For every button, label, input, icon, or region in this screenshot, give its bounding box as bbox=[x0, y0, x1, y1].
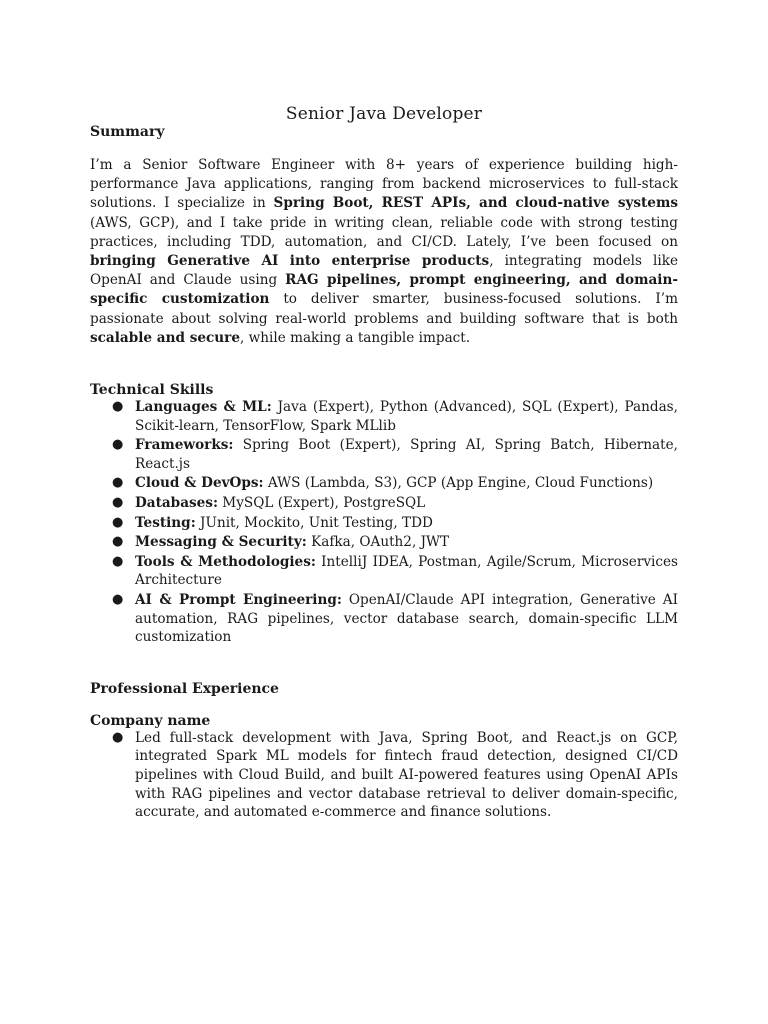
bullet-icon: ● bbox=[112, 495, 124, 510]
summary-heading: Summary bbox=[90, 124, 165, 140]
skill-value: IntelliJ IDEA, Postman, Agile/Scrum, Microservices Architecture bbox=[135, 553, 678, 589]
summary-segment: , while making a tangible impact. bbox=[239, 329, 471, 346]
summary-segment: , integrating models like OpenAI and Claude using bbox=[90, 253, 678, 289]
skills-list bbox=[90, 398, 678, 647]
skill-label: Tools & Methodologies: bbox=[135, 553, 316, 570]
bullet-icon: ● bbox=[112, 475, 124, 491]
skill-value: AWS (Lambda, S3), GCP (App Engine, Cloud Functions) bbox=[263, 475, 654, 492]
skill-value: Spring Boot (Expert), Spring AI, Spring Batch, Hibernate, React.js bbox=[135, 437, 678, 472]
skill-label: Frameworks: bbox=[135, 437, 234, 454]
bullet-icon: ● bbox=[112, 437, 124, 453]
skill-label: Cloud & DevOps: bbox=[135, 475, 264, 492]
skill-item bbox=[90, 494, 678, 513]
skill-item bbox=[90, 533, 678, 552]
experience-text: Led full-stack development with Java, Spring Boot, and React.js on GCP, integrated Spark ML models for fintech fraud detection, designed CI/CD pipelines with Cloud Build, and built AI-powered features using OpenAI APIs with RAG pipelines and vector database retrieval to deliver domain-specific, accurate, and automated e-commerce and finance solutions. bbox=[135, 729, 678, 821]
skill-item bbox=[90, 514, 678, 533]
skill-item bbox=[90, 398, 678, 435]
skill-value: JUnit, Mockito, Unit Testing, TDD bbox=[195, 514, 433, 531]
summary-segment: to deliver smarter, business-focused solutions. I’m passionate about solving real-world problems and building software that is both bbox=[90, 291, 678, 327]
skill-value: Kafka, OAuth2, JWT bbox=[306, 534, 450, 551]
summary-segment: I’m a Senior Software Engineer with 8+ years of experience building high-performance Java applications, ranging from backend microservices to full-stack solutions. I specialize in bbox=[90, 157, 678, 212]
skill-item bbox=[90, 553, 678, 590]
bullet-icon: ● bbox=[112, 591, 124, 607]
skill-value: OpenAI/Claude API integration, Generative AI automation, RAG pipelines, vector database search, domain-specific LLM customization bbox=[135, 591, 678, 646]
technical-skills-heading: Technical Skills bbox=[90, 382, 214, 399]
skill-label: Messaging & Security: bbox=[135, 534, 307, 551]
summary-segment-bold: scalable and secure bbox=[90, 329, 240, 346]
summary-segment-bold: bringing Generative AI into enterprise products bbox=[90, 253, 490, 270]
skill-label: Languages & ML: bbox=[135, 399, 272, 416]
skill-value: Java (Expert), Python (Advanced), SQL (Expert), Pandas, Scikit-learn, TensorFlow, Spark MLlib bbox=[135, 399, 678, 434]
experience-item bbox=[90, 729, 678, 822]
company-name-heading: Company name bbox=[90, 712, 211, 729]
document-title: Senior Java Developer bbox=[285, 104, 483, 124]
skill-value: MySQL (Expert), PostgreSQL bbox=[217, 495, 426, 511]
summary-segment-bold: Spring Boot, REST APIs, and cloud-native systems bbox=[273, 195, 678, 212]
skill-label: AI & Prompt Engineering: bbox=[135, 591, 342, 608]
skill-label: Databases: bbox=[135, 495, 218, 511]
bullet-icon: ● bbox=[112, 553, 124, 569]
summary-segment: (AWS, GCP), and I take pride in writing clean, reliable code with strong testing practices, including TDD, automation, and CI/CD. Lately, I’ve been focused on bbox=[90, 214, 678, 250]
bullet-icon: ● bbox=[112, 534, 124, 550]
professional-experience-heading: Professional Experience bbox=[90, 680, 279, 697]
skill-item bbox=[90, 474, 678, 493]
bullet-icon: ● bbox=[112, 399, 124, 415]
document-page bbox=[90, 100, 678, 823]
skill-item bbox=[90, 436, 678, 473]
experience-list bbox=[90, 729, 678, 822]
summary-segment-bold: RAG pipelines, prompt engineering, and domain-specific customization bbox=[90, 272, 678, 308]
bullet-icon: ● bbox=[112, 514, 124, 530]
skill-label: Testing: bbox=[135, 514, 196, 531]
bullet-icon: ● bbox=[112, 729, 124, 745]
skill-item bbox=[90, 591, 678, 647]
summary-paragraph bbox=[90, 156, 678, 348]
